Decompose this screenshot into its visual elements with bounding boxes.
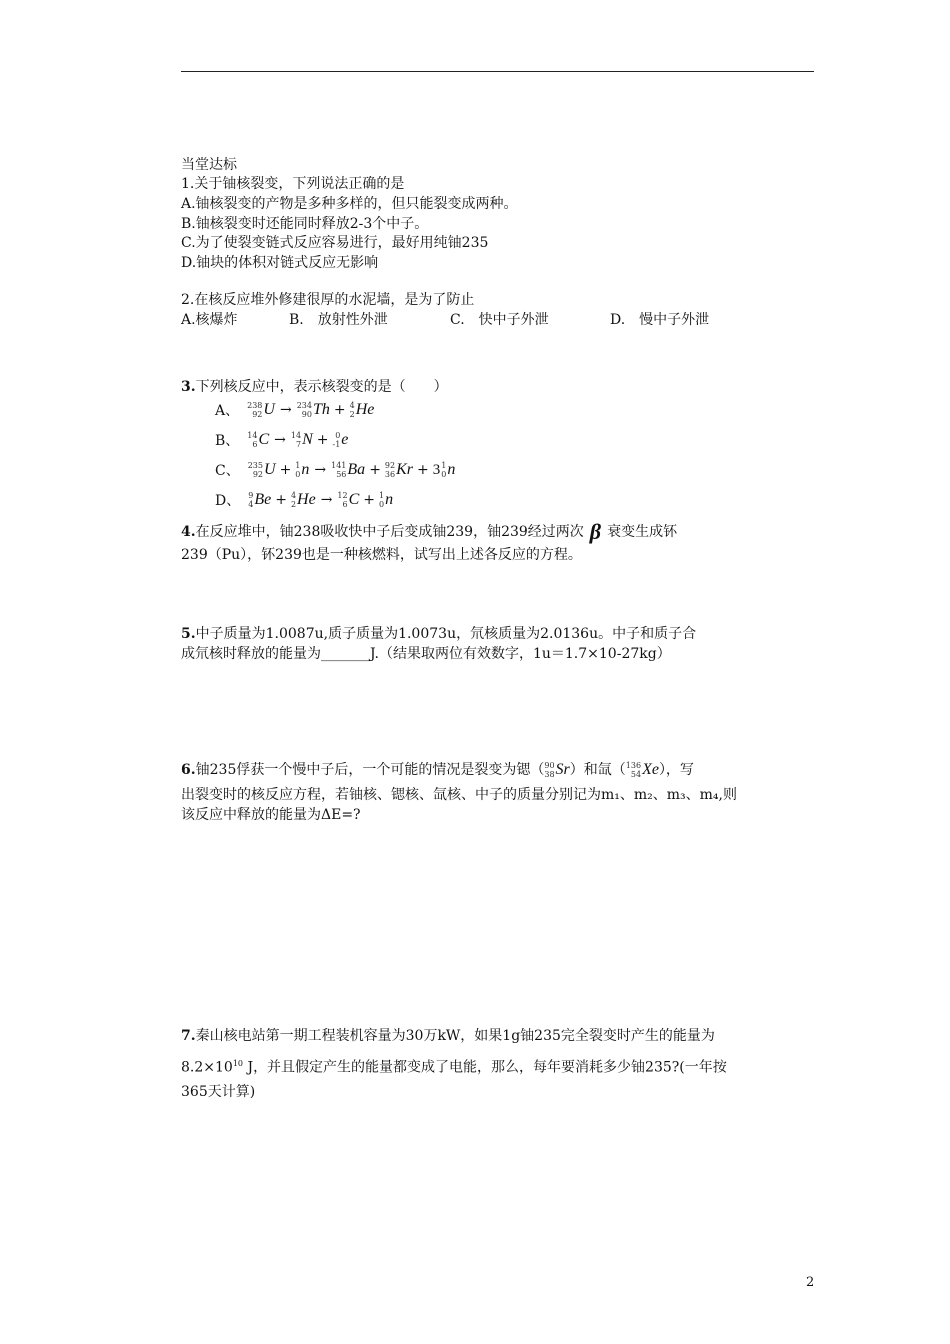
nuclide-neutron: 1 0 n	[379, 491, 394, 509]
beta-symbol: β	[589, 519, 602, 544]
nuclide-he4: 4 2 He	[290, 491, 316, 509]
q7-exponent: 10	[232, 1059, 243, 1068]
nuclide-u235: 235 92 U	[247, 461, 276, 479]
q7-text-2a: 8.2×10	[181, 1059, 233, 1076]
q7-line-1	[181, 1027, 715, 1045]
nuclide-he4: 4 2 He	[349, 401, 375, 419]
q3-label-d: D、	[215, 493, 241, 509]
section-title: 当堂达标	[181, 157, 237, 173]
q5-line-2: 成氘核时释放的能量为_______J.（结果取两位有效数字，1u＝1.7×10-27kg）	[181, 646, 671, 662]
q1-stem: 1.关于铀核裂变，下列说法正确的是	[181, 176, 405, 192]
q1-option-b: B.铀核裂变时还能同时释放2-3个中子。	[181, 216, 429, 232]
arrow: →	[320, 492, 333, 508]
q1-option-c: C.为了使裂变链式反应容易进行，最好用纯铀235	[181, 235, 489, 251]
q3-stem-text: 下列核反应中，表示核裂变的是（ ）	[195, 379, 448, 395]
nuclide-neutron: 1 0 n	[441, 461, 456, 479]
q6-line-3: 该反应中释放的能量为ΔE=?	[181, 807, 361, 823]
arrow: →	[279, 402, 292, 418]
q7-number: 7.	[181, 1028, 196, 1044]
plus-sign: +	[279, 462, 292, 478]
nuclide-n14: 14 7 N	[290, 431, 313, 449]
q3-option-d	[215, 487, 393, 513]
q4-text-1a: 在反应堆中，铀238吸收快中子后变成铀239，铀239经过两次	[195, 524, 584, 540]
plus-sign: +	[369, 462, 381, 478]
coefficient: 3	[432, 461, 441, 478]
q6-text-1a: 铀235俘获一个慢中子后，一个可能的情况是裂变为锶（	[195, 762, 545, 778]
q2-option-c: C. 快中子外泄	[450, 312, 549, 328]
arrow: →	[314, 462, 327, 478]
nuclide-c12: 12 6 C	[337, 491, 360, 509]
nuclide-neutron: 1 0 n	[295, 461, 310, 479]
q1-option-a: A.铀核裂变的产物是多种多样的，但只能裂变成两种。	[181, 196, 518, 212]
q1-option-d: D.铀块的体积对链式反应无影响	[181, 255, 379, 271]
nuclide-sr90: 90 38 Sr	[544, 761, 570, 779]
nuclide-u238: 238 92 U	[247, 401, 275, 419]
q6-line-1	[181, 759, 694, 781]
q3-option-a	[215, 397, 374, 423]
plus-sign: +	[316, 432, 329, 448]
q4-number: 4.	[181, 524, 196, 540]
q3-label-b: B、	[215, 433, 240, 449]
q3-label-c: C、	[215, 463, 240, 479]
q7-line-3: 365天计算)	[181, 1084, 256, 1100]
q3-stem	[181, 378, 448, 396]
nuclide-kr92: 92 36 Kr	[384, 461, 414, 479]
q2-stem: 2.在核反应堆外修建很厚的水泥墙，是为了防止	[181, 292, 475, 308]
q4-line-1	[181, 521, 677, 543]
q7-text-1: 秦山核电站第一期工程装机容量为30万kW，如果1g铀235完全裂变时产生的能量为	[195, 1028, 715, 1044]
q3-option-b	[215, 427, 348, 453]
q5-line-1	[181, 625, 696, 643]
nuclide-c14: 14 6 C	[247, 431, 270, 449]
q6-text-1c: ），写	[658, 762, 694, 778]
plus-sign: +	[417, 462, 429, 478]
q6-text-1b: ）和氙（	[569, 762, 626, 778]
q6-number: 6.	[181, 762, 196, 778]
plus-sign: +	[275, 492, 287, 508]
q7-text-2b: J，并且假定产生的能量都变成了电能，那么，每年要消耗多少铀235?(一年按	[243, 1059, 727, 1076]
plus-sign: +	[363, 492, 376, 508]
nuclide-be9: 9 4 Be	[248, 491, 272, 509]
nuclide-ba141: 141 56 Ba	[331, 461, 366, 479]
q5-number: 5.	[181, 626, 196, 642]
q2-option-d: D. 慢中子外泄	[610, 312, 710, 328]
q2-option-a: A.核爆炸	[181, 312, 238, 328]
arrow: →	[274, 432, 286, 448]
q3-option-c	[215, 457, 455, 483]
q4-text-1b: 衰变生成钚	[607, 524, 678, 540]
q2-option-b: B. 放射性外泄	[289, 312, 388, 328]
q7-line-2	[181, 1055, 727, 1077]
page-number: 2	[806, 1275, 815, 1290]
q6-line-2: 出裂变时的核反应方程，若铀核、锶核、氙核、中子的质量分别记为m₁、m₂、m₃、m₄,则	[181, 787, 737, 803]
q3-label-a: A、	[215, 403, 240, 419]
q4-line-2: 239（Pu），钚239也是一种核燃料，试写出上述各反应的方程。	[181, 547, 582, 563]
nuclide-xe136: 136 54 Xe	[625, 761, 659, 779]
header-rule	[181, 71, 814, 72]
q5-text-1: 中子质量为1.0087u,质子质量为1.0073u，氘核质量为2.0136u。中子和质子合	[195, 626, 697, 642]
nuclide-th234: 234 90 Th	[296, 401, 330, 419]
nuclide-electron: 0 -1 e	[332, 431, 349, 449]
plus-sign: +	[333, 402, 346, 418]
q3-number: 3.	[181, 379, 196, 395]
